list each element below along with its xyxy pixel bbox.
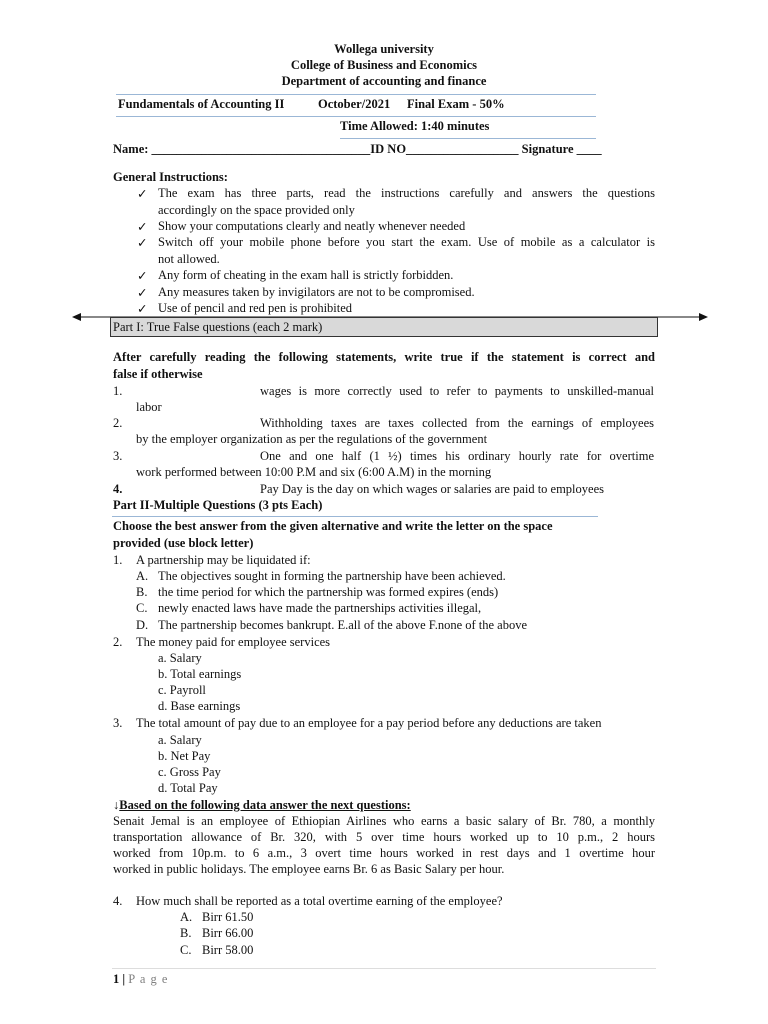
mc-q4-num: 4. bbox=[113, 894, 123, 908]
scenario-line-3: worked from 10p.m. to 6 a.m., 3 overt time hours worked in rest days and 1 overtime hour bbox=[113, 846, 655, 860]
check-icon: ✓ bbox=[137, 220, 148, 234]
college-name: College of Business and Economics bbox=[290, 58, 478, 72]
data-heading-text: Based on the following data answer the next questions: bbox=[119, 798, 411, 812]
mc-q1-opt-c: newly enacted laws have made the partnerships activities illegal, bbox=[158, 601, 482, 615]
mc-q4-opt-c: Birr 58.00 bbox=[202, 943, 254, 957]
instruction-item-2 bbox=[137, 219, 157, 235]
header-rule-3 bbox=[340, 138, 596, 139]
tf-q3-line1: One and one half (1 ½) times his ordinary hourly rate for overtime bbox=[260, 449, 654, 463]
mc-q4-opt-c-letter: C. bbox=[180, 943, 192, 957]
check-icon: ✓ bbox=[137, 286, 148, 300]
mc-q2-opt-d: d. Base earnings bbox=[158, 699, 241, 713]
mc-q2-text: The money paid for employee services bbox=[136, 635, 331, 649]
university-name: Wollega university bbox=[334, 42, 434, 56]
mc-q3-opt-a: a. Salary bbox=[158, 733, 202, 747]
instruction-text-4: Any form of cheating in the exam hall is strictly forbidden. bbox=[158, 268, 454, 282]
course-title: Fundamentals of Accounting II bbox=[118, 97, 285, 111]
mc-q4-text: How much shall be reported as a total overtime earning of the employee? bbox=[136, 894, 503, 908]
instructions-title: General Instructions: bbox=[113, 170, 228, 184]
mc-q4-opt-b-letter: B. bbox=[180, 926, 192, 940]
part1-title: Part I: True False questions (each 2 mark) bbox=[113, 320, 323, 334]
mc-q1-opt-d: The partnership becomes bankrupt. E.all of the above F.none of the above bbox=[158, 618, 528, 632]
mc-q3-opt-c: c. Gross Pay bbox=[158, 765, 221, 779]
mc-q1-opt-c-letter: C. bbox=[136, 601, 148, 615]
mc-q1-opt-b-letter: B. bbox=[136, 585, 148, 599]
tf-q1-num: 1. bbox=[113, 384, 123, 398]
mc-q1-opt-b: the time period for which the partnership was formed expires (ends) bbox=[158, 585, 499, 599]
tf-q4-line1: Pay Day is the day on which wages or salaries are paid to employees bbox=[260, 482, 604, 496]
data-heading bbox=[113, 798, 411, 813]
instruction-item-4 bbox=[137, 268, 157, 284]
instruction-text-1b: accordingly on the space provided only bbox=[158, 203, 355, 217]
scenario-line-1: Senait Jemal is an employee of Ethiopian Airlines who earns a basic salary of Br. 780, a monthly bbox=[113, 814, 655, 828]
mc-q2-opt-b: b. Total earnings bbox=[158, 667, 242, 681]
tf-q1-line2: labor bbox=[136, 400, 162, 414]
exam-date: October/2021 bbox=[318, 97, 391, 111]
tf-q2-num: 2. bbox=[113, 416, 123, 430]
check-icon: ✓ bbox=[137, 187, 148, 201]
mc-q1-opt-d-letter: D. bbox=[136, 618, 149, 632]
check-icon: ✓ bbox=[137, 302, 148, 316]
mc-q3-text: The total amount of pay due to an employee for a pay period before any deductions are taken bbox=[136, 716, 602, 730]
footer-rule bbox=[112, 968, 656, 969]
page-label: P a g e bbox=[128, 972, 169, 986]
mc-q2-opt-c: c. Payroll bbox=[158, 683, 206, 697]
scenario-line-2: transportation allowance of Br. 320, with 5 over time hours worked up to 10 p.m., 2 hours bbox=[113, 830, 655, 844]
mc-q2-opt-a: a. Salary bbox=[158, 651, 202, 665]
part2-instruction-1: Choose the best answer from the given alternative and write the letter on the space bbox=[113, 519, 553, 533]
check-icon: ✓ bbox=[137, 236, 148, 250]
mc-q4-opt-a-letter: A. bbox=[180, 910, 193, 924]
exam-type: Final Exam - 50% bbox=[407, 97, 505, 111]
department-name: Department of accounting and finance bbox=[281, 74, 487, 88]
tf-q3-line2: work performed between 10:00 P.M and six (6:00 A.M) in the morning bbox=[136, 465, 492, 479]
instruction-text-6: Use of pencil and red pen is prohibited bbox=[158, 301, 353, 315]
mc-q1-opt-a-letter: A. bbox=[136, 569, 149, 583]
instruction-item-5 bbox=[137, 285, 157, 301]
mc-q1-text: A partnership may be liquidated if: bbox=[136, 553, 311, 567]
part1-instruction-2: false if otherwise bbox=[113, 367, 203, 381]
page-footer bbox=[113, 972, 168, 987]
mc-q1-num: 1. bbox=[113, 553, 123, 567]
mc-q2-num: 2. bbox=[113, 635, 123, 649]
instruction-text-3a: Switch off your mobile phone before you start the exam. Use of mobile as a calculator is bbox=[158, 235, 655, 249]
scenario-line-4: worked in public holidays. The employee earns Br. 6 as Basic Salary per hour. bbox=[113, 862, 505, 876]
part1-instruction-1: After carefully reading the following statements, write true if the statement is correct and bbox=[113, 350, 655, 364]
part2-instruction-2: provided (use block letter) bbox=[113, 536, 254, 550]
header-rule-1 bbox=[116, 94, 596, 95]
arrow-down-icon: ↓ bbox=[113, 798, 120, 812]
instruction-text-2: Show your computations clearly and neatly whenever needed bbox=[158, 219, 466, 233]
tf-q4-num: 4. bbox=[113, 482, 123, 496]
mc-q3-opt-b: b. Net Pay bbox=[158, 749, 211, 763]
instruction-text-3b: not allowed. bbox=[158, 252, 220, 266]
part2-rule bbox=[112, 516, 598, 517]
instruction-text-5: Any measures taken by invigilators are not to be compromised. bbox=[158, 285, 475, 299]
page-separator: | bbox=[122, 972, 126, 986]
header-rule-2 bbox=[116, 116, 596, 117]
name-id-signature-line: Name: ___________________________________ID NO__________________ Signature ____ bbox=[113, 142, 602, 156]
tf-q2-line2: by the employer organization as per the regulations of the government bbox=[136, 432, 488, 446]
part2-title: Part II-Multiple Questions (3 pts Each) bbox=[113, 498, 323, 512]
part1-title-box bbox=[110, 317, 658, 337]
mc-q4-opt-b: Birr 66.00 bbox=[202, 926, 254, 940]
instruction-item-3 bbox=[137, 235, 157, 251]
instruction-text-1a: The exam has three parts, read the instructions carefully and answers the questions bbox=[158, 186, 655, 200]
tf-q2-line1: Withholding taxes are taxes collected from the earnings of employees bbox=[260, 416, 654, 430]
instruction-item-1 bbox=[137, 186, 157, 202]
time-allowed: Time Allowed: 1:40 minutes bbox=[340, 119, 490, 133]
tf-q1-line1: wages is more correctly used to refer to payments to unskilled-manual bbox=[260, 384, 654, 398]
check-icon: ✓ bbox=[137, 269, 148, 283]
mc-q3-opt-d: d. Total Pay bbox=[158, 781, 218, 795]
mc-q4-opt-a: Birr 61.50 bbox=[202, 910, 254, 924]
tf-q3-num: 3. bbox=[113, 449, 123, 463]
page-number: 1 bbox=[113, 972, 120, 986]
mc-q1-opt-a: The objectives sought in forming the partnership have been achieved. bbox=[158, 569, 506, 583]
mc-q3-num: 3. bbox=[113, 716, 123, 730]
